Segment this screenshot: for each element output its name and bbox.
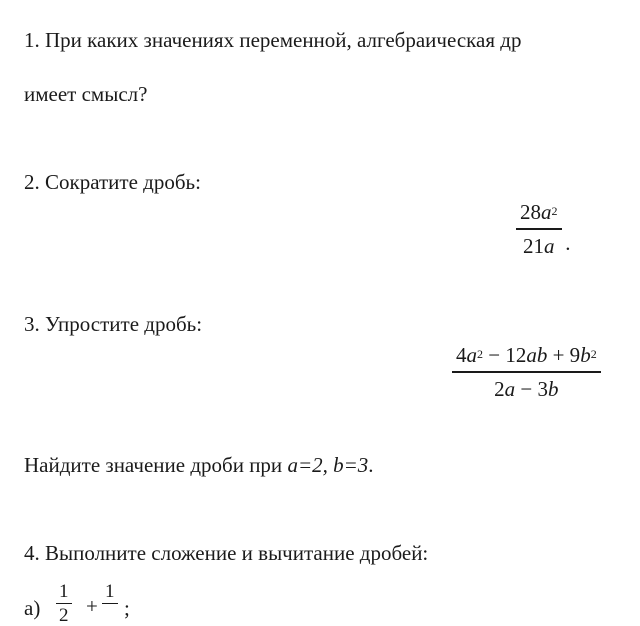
question-4-title: 4. Выполните сложение и вычитание дробей: [24, 541, 429, 565]
fraction-bar [516, 228, 562, 230]
question-4-fraction-1 [56, 582, 72, 625]
question-2-fraction [516, 200, 571, 258]
question-4-plus: + [86, 594, 98, 618]
question-4-item-label: а) [24, 596, 41, 620]
fraction-denominator: 21a [523, 233, 555, 258]
question-3-find-text: Найдите значение дроби при a=2, b=3. [24, 453, 374, 477]
fraction-numerator: 1 [105, 581, 115, 602]
fraction-numerator: $4a^2 - 12ab + 9b^2$ [456, 343, 597, 367]
question-1-line-1: 1. При каких значениях переменной, алгебраическая др [24, 28, 522, 52]
fraction-numerator: $28a^2$ [520, 200, 558, 224]
fraction-bar [56, 603, 72, 604]
fraction-punct: . [565, 231, 571, 255]
fraction-bar [102, 603, 118, 604]
question-4-end: ; [124, 596, 130, 620]
question-2-title: 2. Сократите дробь: [24, 170, 201, 194]
question-1-line-2: имеет смысл? [24, 82, 148, 106]
fraction-numerator: 1 [59, 581, 69, 602]
fraction-bar [452, 371, 601, 373]
question-4-fraction-2 [102, 582, 118, 606]
question-3-title: 3. Упростите дробь: [24, 312, 203, 336]
question-3-fraction [452, 345, 601, 400]
fraction-denominator: 2 [59, 605, 69, 626]
fraction-denominator: 2a − 3b [494, 376, 559, 401]
